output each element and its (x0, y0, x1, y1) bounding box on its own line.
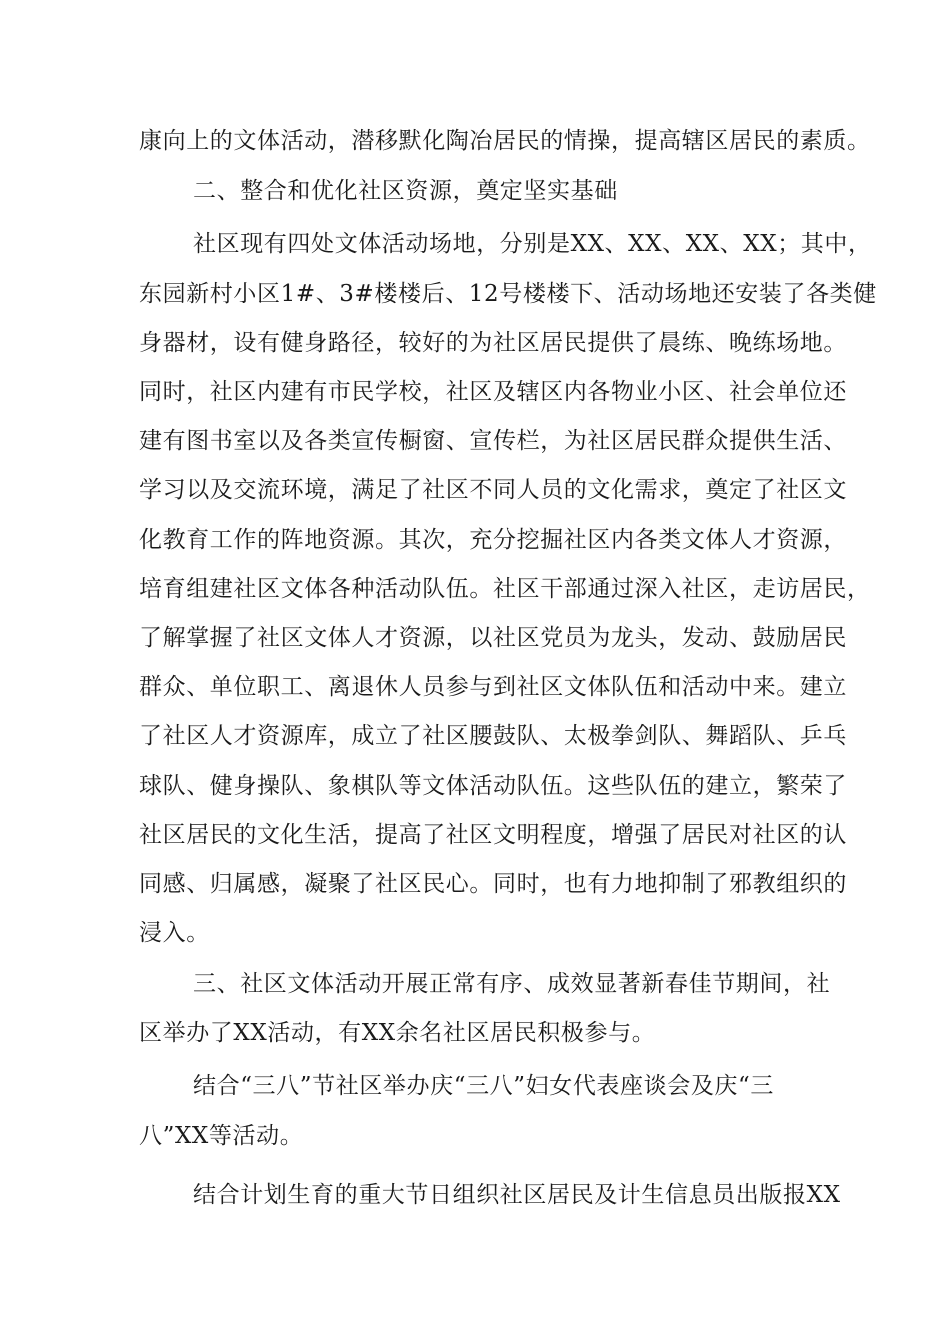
paragraph-line: 结合“三八”节社区举办庆“三八”妇女代表座谈会及庆“三 (193, 1073, 774, 1099)
paragraph-line: 球队、健身操队、象棋队等文体活动队伍。这些队伍的建立，繁荣了 (139, 773, 847, 799)
paragraph-line: 培育组建社区文体各种活动队伍。社区干部通过深入社区，走访居民， (139, 576, 871, 602)
paragraph-line: 八”XX等活动。 (139, 1123, 304, 1149)
paragraph-line: 身器材，设有健身路径，较好的为社区居民提供了晨练、晚练场地。 (139, 330, 847, 356)
paragraph-line: 社区现有四处文体活动场地，分别是XX、XX、XX、XX；其中， (193, 231, 872, 257)
paragraph-line: 同时，社区内建有市民学校，社区及辖区内各物业小区、社会单位还 (139, 379, 847, 405)
section-heading-3: 三、社区文体活动开展正常有序、成效显著新春佳节期间，社 (193, 971, 831, 997)
paragraph-line: 化教育工作的阵地资源。其次，充分挖掘社区内各类文体人才资源， (139, 527, 847, 553)
paragraph-line: 建有图书室以及各类宣传橱窗、宣传栏，为社区居民群众提供生活、 (139, 428, 847, 454)
paragraph-line: 社区居民的文化生活，提高了社区文明程度，增强了居民对社区的认 (139, 822, 847, 848)
paragraph-line: 群众、单位职工、离退休人员参与到社区文体队伍和活动中来。建立 (139, 674, 847, 700)
paragraph-line: 同感、归属感，凝聚了社区民心。同时，也有力地抑制了邪教组织的 (139, 871, 847, 897)
paragraph-line: 结合计划生育的重大节日组织社区居民及计生信息员出版报XX (193, 1182, 841, 1208)
paragraph-line: 康向上的文体活动，潜移默化陶冶居民的情操，提高辖区居民的素质。 (139, 128, 871, 154)
paragraph-line: 区举办了XX活动，有XX余名社区居民积极参与。 (139, 1020, 656, 1046)
paragraph-line: 浸入。 (139, 920, 210, 946)
paragraph-line: 了社区人才资源库，成立了社区腰鼓队、太极拳剑队、舞蹈队、乒乓 (139, 723, 847, 749)
paragraph-line: 了解掌握了社区文体人才资源，以社区党员为龙头，发动、鼓励居民 (139, 625, 847, 651)
section-heading-2: 二、整合和优化社区资源，奠定坚实基础 (193, 178, 618, 204)
paragraph-line: 学习以及交流环境，满足了社区不同人员的文化需求，奠定了社区文 (139, 477, 847, 503)
paragraph-line: 东园新村小区1#、3#楼楼后、12号楼楼下、活动场地还安装了各类健 (139, 281, 877, 307)
